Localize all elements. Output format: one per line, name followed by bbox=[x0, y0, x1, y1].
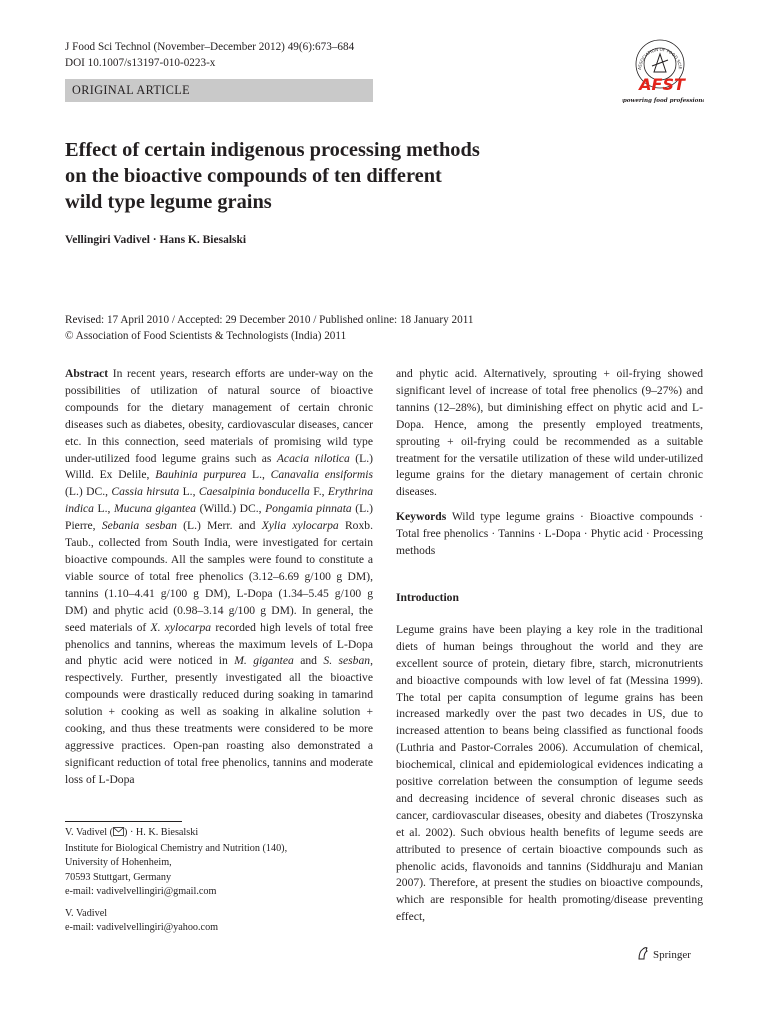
affiliation-city: 70593 Stuttgart, Germany bbox=[65, 871, 172, 883]
right-column bbox=[396, 366, 703, 926]
species-name: S. sesban bbox=[323, 654, 371, 668]
email-link[interactable]: e-mail: vadivelvellingiri@yahoo.com bbox=[65, 922, 219, 933]
author-list bbox=[65, 234, 246, 246]
author-separator: · bbox=[152, 234, 157, 246]
species-name: X. xylocarpa bbox=[150, 620, 212, 634]
species-name: Xylia xylocarpa bbox=[261, 519, 339, 533]
species-name: Pongamia pinnata bbox=[265, 502, 352, 516]
logo-tagline: powering food profession bbox=[622, 98, 703, 104]
author-name: Vellingiri Vadivel bbox=[65, 234, 150, 246]
species-name: M. gigantea bbox=[234, 654, 294, 668]
species-name: Cassia hirsuta bbox=[111, 485, 180, 499]
section-heading: Introduction bbox=[396, 590, 459, 604]
title-line-1: Effect of certain indigenous processing methods bbox=[65, 139, 480, 161]
species-name: Caesalpinia bonducella bbox=[198, 485, 310, 499]
citation-link[interactable]: 2006 bbox=[538, 741, 562, 755]
introduction-text: Legume grains have been playing a key role in the traditional diets of human beings throughout the world and they are excellent source of protein, dietary fibre, starch, micronutrients and bioactive compounds with low level of fat (Messina 1999). The total per capita consumption of legume grains has been increased markedly over the past two decades in US, due to increased attention to beans being classified as functional foods (Luthria and Pastor-Corrales 2006). Accumulation of chemical, biochemical, clinical and epidemiological evidences indicating a positive correlation between the consumption of legume seeds and decreasing incidence of several chronic diseases such as cancer, cardiovascular diseases, obesity and diabetes (Troszynska et al. 2002). Such obvious health benefits of legume seeds are attributed to presence of certain bioactive compounds such as phenolic acids, flavonoids and tannins (Siddhuraju and Manian 2007). Therefore, at present the studies on bioactive compounds, which are responsible for health promoting/disease preventing effect, bbox=[396, 622, 703, 924]
species-name: Mucuna gigantea bbox=[113, 502, 197, 516]
keywords: Keywords Wild type legume grains · Bioactive compounds · Total free phenolics · Tannins · L-Dopa · Phytic acid · Processing methods bbox=[396, 510, 703, 558]
abstract-column bbox=[65, 366, 373, 789]
logo-ring-text: ASSOCIATION OF FOOD SCIE bbox=[636, 46, 684, 71]
journal-citation bbox=[65, 40, 354, 71]
species-name: Canavalia ensiformis bbox=[270, 468, 374, 482]
abstract-text: Abstract In recent years, research efforts are under-way on the possibilities of utilization of natural source of bioactive compounds for the dietary management of certain chronic diseases such as diabetes, obesity, cardiovascular diseases, cancer etc. In this connection, seed materials of promising wild type under-utilized food legume grains such as Acacia nilotica (L.) Willd. Ex Delile, Bauhinia purpurea L., Canavalia ensiformis (L.) DC., Cassia hirsuta L., Caesalpinia bonducella F., Erythrina indica L., Mucuna gigantea (Willd.) DC., Pongamia pinnata (L.) Pierre, Sebania sesban (L.) Merr. and Xylia xylocarpa Roxb. Taub., collected from South India, were investigated for certain bioactive compounds. All the samples were found to constitute a viable source of total free phenolics (3.12–6.69 g/100 g DM), tannins (1.10–4.41 g/100 g DM), L-Dopa (1.34–5.45 g/100 g DM) and phytic acid (0.98–3.14 g/100 g DM). In general, the seed materials of X. xylocarpa recorded high levels of total free phenolics and tannins, whereas the maximum levels of L-Dopa and phytic acid were noticed in M. gigantea and S. sesban, respectively. Further, presently investigated all the bioactive compounds were drastically reduced during soaking in tamarind solution + cooking as well as soaking in alkaline solution + cooking, and thus these treatments were considered to be more aggressive practices. Open-pan roasting also demonstrated a significant reduction of total free phenolics, tannins and moderate loss of L-Dopa bbox=[65, 367, 374, 786]
afst-logo bbox=[622, 32, 704, 106]
publication-history bbox=[65, 313, 473, 344]
history-dates: Revised: 17 April 2010 / Accepted: 29 December 2010 / Published online: 18 January 2011 bbox=[65, 314, 474, 326]
author-name: V. Vadivel bbox=[65, 907, 108, 919]
article-type-banner: ORIGINAL ARTICLE bbox=[65, 79, 373, 102]
svg-text:ASSOCIATION OF FOOD SCIENTISTS bbox=[622, 32, 683, 70]
affiliation-university: University of Hohenheim, bbox=[65, 857, 172, 868]
species-name: Erythrina indica bbox=[65, 485, 374, 516]
species-name: Bauhinia purpurea bbox=[155, 468, 247, 482]
citation-link[interactable]: 2002 bbox=[425, 825, 449, 839]
logo-acronym: AFST bbox=[639, 75, 685, 94]
author-name: Hans K. Biesalski bbox=[159, 234, 247, 246]
article-title bbox=[65, 137, 545, 215]
email-link[interactable]: e-mail: vadivelvellingiri@gmail.com bbox=[65, 886, 217, 897]
copyright-line: © Association of Food Scientists & Technologists (India) 2011 bbox=[65, 329, 347, 342]
publisher-name: Springer bbox=[653, 948, 691, 961]
publisher-mark bbox=[636, 946, 691, 963]
citation-link[interactable]: 1999 bbox=[673, 673, 697, 687]
footnote-rule bbox=[65, 821, 182, 822]
keywords-label: Keywords bbox=[396, 510, 447, 524]
citation-link[interactable]: 2007 bbox=[396, 876, 420, 890]
species-name: Sebania sesban bbox=[101, 519, 177, 533]
species-name: Acacia nilotica bbox=[276, 451, 350, 465]
abstract-label: Abstract bbox=[65, 367, 109, 380]
title-line-3: wild type legume grains bbox=[65, 191, 272, 213]
author-affiliation-footnote: V. Vadivel ( ) · H. K. Biesalski Institute for Biological Chemistry and Nutrition (140), University of Hohenheim, 70593 Stuttgart, Germany e-mail: vadivelvellingiri@gmail.com V. Vadivel e-mail: vadivelvellingiri@yahoo.com bbox=[65, 826, 287, 936]
doi: DOI 10.1007/s13197-010-0223-x bbox=[65, 56, 216, 69]
envelope-icon bbox=[113, 827, 124, 842]
springer-horse-icon bbox=[636, 946, 650, 963]
title-line-2: on the bioactive compounds of ten different bbox=[65, 165, 442, 187]
journal-line: J Food Sci Technol (November–December 2012) 49(6):673–684 bbox=[65, 41, 355, 53]
affiliation-institute: Institute for Biological Chemistry and Nutrition (140), bbox=[65, 842, 288, 854]
abstract-continued: and phytic acid. Alternatively, sprouting + oil-frying showed significant level of increase of total free phenolics (9–27%) and tannins (12–28%), but diminishing effect on phytic acid and L-Dopa. Hence, among the presently employed treatments, sprouting + oil-frying could be recommended as a suitable treatment for the versatile utilization of these wild under-utilized legume grains for the dietary management of certain chronic diseases. bbox=[396, 367, 703, 499]
